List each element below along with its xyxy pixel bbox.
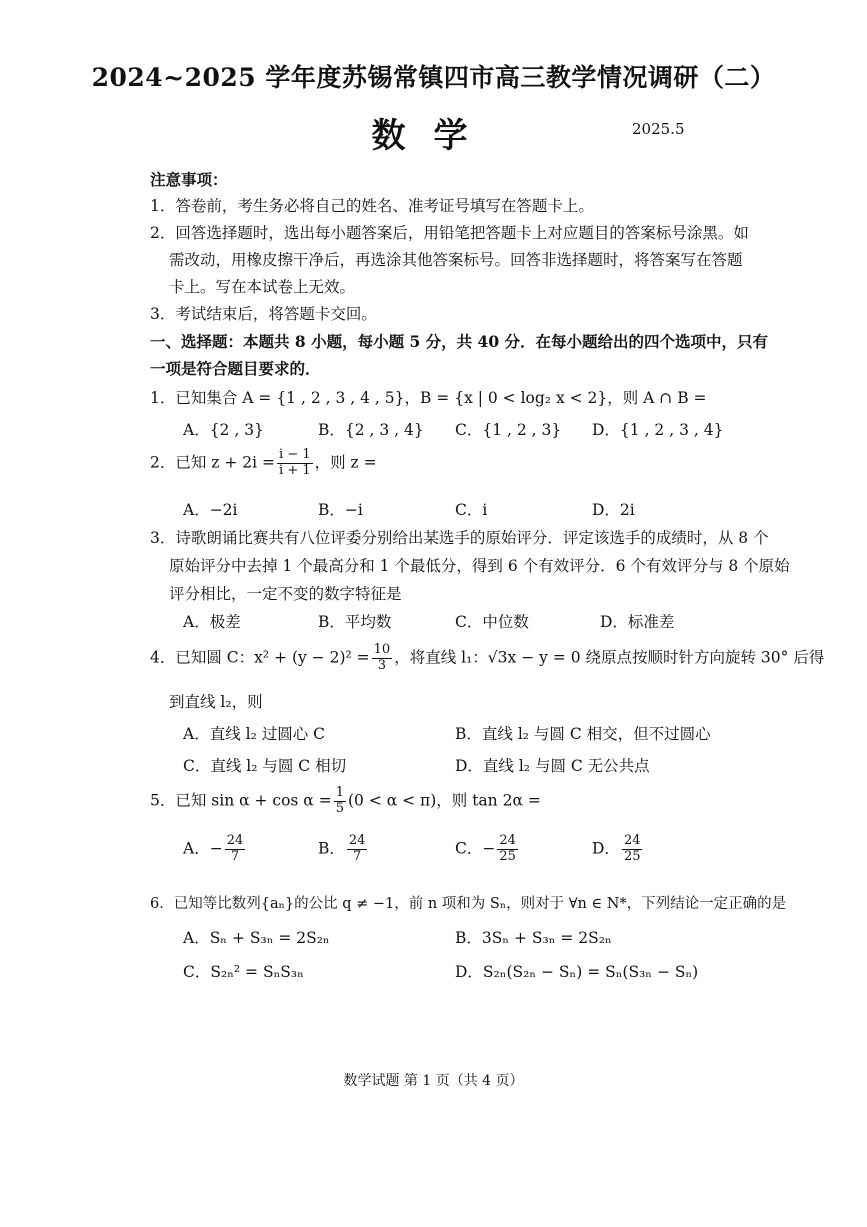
exam-title: 2024~2025 学年度苏锡常镇四市高三教学情况调研（二） (91, 63, 776, 92)
section-heading-line-2: 一项是符合题目要求的． (150, 359, 321, 378)
question-3-line-2: 原始评分中去掉 1 个最高分和 1 个最低分，得到 6 个有效评分．6 个有效评分与 8 个原始 (169, 557, 790, 575)
fraction-denominator: 25 (499, 848, 516, 864)
option-label: D． (592, 839, 620, 858)
notice-item-2-line-3: 卡上。写在本试卷上无效。 (169, 278, 356, 296)
fraction-numerator: 10 (373, 642, 391, 657)
notice-item-3: 3．考试结束后，将答题卡交回。 (150, 305, 377, 323)
subject-title: 数学 (371, 116, 496, 156)
question-4-line-2: 到直线 l₂，则 (169, 693, 263, 711)
question-2-stem-pre: 2．已知 z + 2i = (150, 453, 276, 472)
question-2-fraction (277, 448, 313, 479)
question-4-stem-pre: 4．已知圆 C：x² + (y − 2)² = (150, 648, 370, 667)
question-2-option-c: C．i (455, 501, 488, 519)
fraction-denominator: 7 (353, 848, 362, 864)
section-heading-line-1: 一、选择题：本题共 8 小题，每小题 5 分，共 40 分．在每小题给出的四个选项中，只有 (150, 332, 769, 351)
question-3-line-3: 评分相比，一定不变的数字特征是 (169, 585, 402, 603)
option-label: B． (318, 839, 345, 858)
question-2-stem (150, 448, 377, 479)
question-3-option-b: B．平均数 (318, 613, 392, 631)
question-1-option-b: B．{2 , 3 , 4} (318, 421, 424, 439)
fraction-numerator: i − 1 (279, 447, 311, 462)
question-2-option-b: B．−i (318, 501, 363, 519)
question-5-option-d (592, 834, 644, 865)
exam-date: 2025.5 (632, 120, 685, 138)
question-6-option-d: D．S₂ₙ(S₂ₙ − Sₙ) = Sₙ(S₃ₙ − Sₙ) (455, 963, 699, 981)
question-2-option-d: D．2i (592, 501, 635, 519)
question-2-stem-post: ，则 z = (314, 453, 377, 472)
page-footer: 数学试题 第 1 页（共 4 页） (343, 1073, 524, 1089)
fraction-numerator: 24 (348, 833, 366, 848)
question-3-option-d: D．标准差 (600, 613, 675, 631)
question-4-fraction (372, 643, 393, 674)
fraction-denominator: 7 (230, 848, 240, 864)
question-5-fraction (334, 786, 346, 817)
question-1-option-c: C．{1 , 2 , 3} (455, 421, 562, 439)
notice-heading: 注意事项： (150, 170, 228, 189)
question-6-stem: 6．已知等比数列{aₙ}的公比 q ≠ −1，前 n 项和为 Sₙ，则对于 ∀n ∈ N*，下列结论一定正确的是 (150, 896, 787, 912)
fraction-numerator: 1 (335, 785, 344, 800)
option-fraction (497, 834, 518, 865)
option-fraction (622, 834, 643, 865)
question-1-stem: 1．已知集合 A = {1 , 2 , 3 , 4 , 5}，B = {x | 0 < log₂ x < 2}，则 A ∩ B = (150, 389, 707, 407)
question-6-option-b: B．3Sₙ + S₃ₙ = 2S₂ₙ (455, 929, 612, 947)
notice-item-2-line-2: 需改动，用橡皮擦干净后，再选涂其他答案标号。回答非选择题时，将答案写在答题 (169, 251, 743, 269)
question-1-option-d: D．{1 , 2 , 3 , 4} (592, 421, 724, 439)
question-4-option-b: B．直线 l₂ 与圆 C 相交，但不过圆心 (455, 725, 711, 743)
fraction-denominator: i + 1 (279, 462, 311, 478)
option-label: A．− (183, 839, 223, 858)
question-4-stem-post: ，将直线 l₁：√3x − y = 0 绕原点按顺时针方向旋转 30° 后得 (394, 648, 825, 667)
option-label: C．− (455, 839, 496, 858)
question-2-option-a: A．−2i (183, 501, 238, 519)
option-fraction (347, 834, 368, 865)
question-5-option-c (455, 834, 520, 865)
question-3-option-c: C．中位数 (455, 613, 529, 631)
question-3-line-1: 3．诗歌朗诵比赛共有八位评委分别给出某选手的原始评分．评定该选手的成绩时，从 8 个 (150, 529, 769, 547)
fraction-numerator: 24 (226, 833, 244, 848)
fraction-denominator: 3 (377, 657, 387, 673)
fraction-numerator: 24 (623, 833, 641, 848)
question-4-option-c: C．直线 l₂ 与圆 C 相切 (183, 757, 347, 775)
notice-item-1: 1．答卷前，考生务必将自己的姓名、准考证号填写在答题卡上。 (150, 197, 594, 215)
question-4-stem (150, 643, 824, 674)
question-5-stem-post: (0 < α < π)，则 tan 2α = (347, 791, 541, 810)
question-5-option-a (183, 834, 247, 865)
notice-item-2-line-1: 2．回答选择题时，选出每小题答案后，用铅笔把答题卡上对应题目的答案标号涂黑。如 (150, 224, 749, 242)
question-5-stem-pre: 5．已知 sin α + cos α = (150, 791, 332, 810)
fraction-numerator: 24 (499, 833, 516, 848)
question-4-option-d: D．直线 l₂ 与圆 C 无公共点 (455, 757, 650, 775)
fraction-denominator: 5 (335, 800, 344, 816)
fraction-denominator: 25 (623, 848, 641, 864)
question-6-option-a: A．Sₙ + S₃ₙ = 2S₂ₙ (183, 929, 330, 947)
question-3-option-a: A．极差 (183, 613, 241, 631)
question-4-option-a: A．直线 l₂ 过圆心 C (183, 725, 326, 743)
question-6-option-c: C．S₂ₙ² = SₙS₃ₙ (183, 963, 304, 981)
option-fraction (225, 834, 246, 865)
question-5-option-b (318, 834, 369, 865)
question-1-option-a: A．{2 , 3} (183, 421, 264, 439)
question-5-stem (150, 786, 541, 817)
